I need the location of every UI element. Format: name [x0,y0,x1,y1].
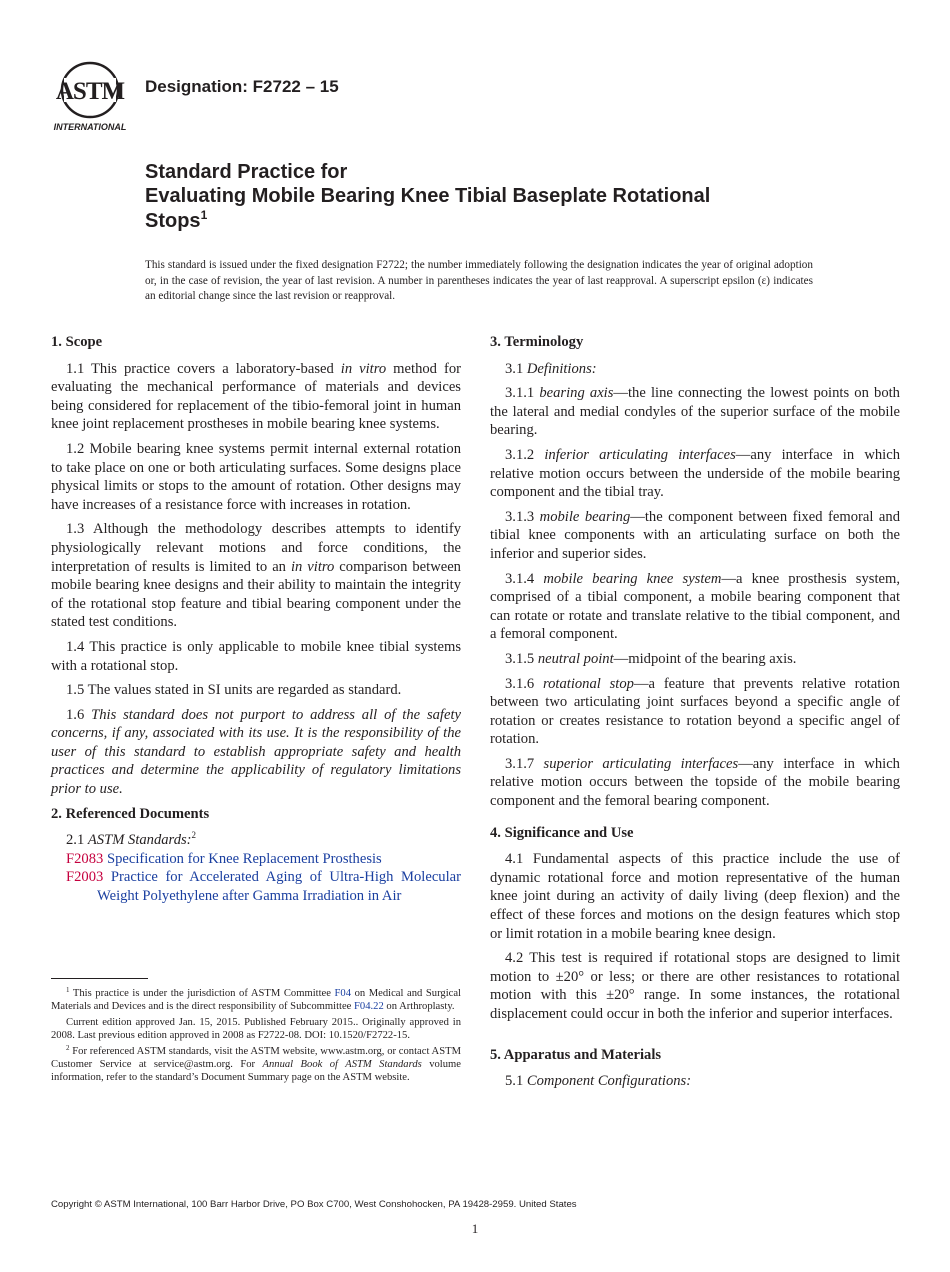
def-num: 3.1.3 [505,508,540,525]
title-line-3 [145,209,905,234]
astm-logo-mark [50,60,134,132]
def-3-1-5 [490,650,900,669]
referenced-2-1 [51,831,461,850]
scope-1-1-em: in vitro [340,360,387,377]
referenced-2-1-sup: 2 [191,830,197,841]
title-line-1: Standard Practice for [145,161,348,183]
footnote-1-link-f0422[interactable]: F04.22 [354,1001,384,1013]
ref-f2083[interactable] [66,850,461,869]
def-text: —a feature that prevents relative rotation between two articulating joint surfaces beyond a specific angle of rotation or creates resistance to rotation beyond a specific angel of rotation. [490,675,900,748]
def-term: superior articulating interfaces [543,755,739,772]
def-num: 3.1.6 [505,675,543,692]
significance-heading: 4. Significance and Use [490,824,634,841]
def-num: 3.1.5 [505,650,538,667]
apparatus-5-1-em: Component Configurations: [526,1073,692,1090]
def-3-1-6 [490,675,900,749]
ref-f2083-code[interactable]: F2083 [66,850,104,867]
terminology-3-1 [490,360,900,379]
def-term: bearing axis [539,385,614,402]
def-num: 3.1.2 [505,446,545,463]
copyright: Copyright © ASTM International, 100 Barr Harbor Drive, PO Box C700, West Conshohocken, PA 19428-2959. United States [51,1199,577,1210]
section-gap [490,817,900,824]
title-line-2: Evaluating Mobile Bearing Knee Tibial Baseplate Rotational [145,185,711,207]
scope-1-1 [51,360,461,434]
def-term: mobile bearing [539,508,631,525]
scope-1-6-num: 1.6 [66,706,92,723]
significance-4-2: 4.2 This test is required if rotational stops are designed to limit motion to ±20° or less; or there are other resistances to rotational motion with this ±20° range. In some instances, the rotational displacement could occur in both the inferior and superior interfaces. [490,950,900,1022]
footnotes [51,987,461,1087]
def-3-1-2 [490,446,900,502]
referenced-heading: 2. Referenced Documents [51,805,210,822]
apparatus-5-1 [490,1072,900,1091]
title-line-3-text: Stops [145,210,201,232]
def-text: —the line connecting the lowest points on both the lateral and medial condyles of the superior surface of the mobile bearing. [490,385,900,439]
def-3-1-3 [490,508,900,564]
standard-notice: This standard is issued under the fixed designation F2722; the number immediately following the designation indicates the year of original adoption or, in the case of revision, the year of last revision. A number in parentheses indicates the year of last reapproval. A superscript epsilon (ε) indicates an editorial change since the last revision or reapproval. [145,259,813,302]
scope-1-3-text-b: comparison between mobile bearing knee designs and their ability to maintain the integrity of the rotational stop feature and tibial bearing component under the stated test conditions. [51,558,461,631]
ref-f2083-title[interactable]: Specification for Knee Replacement Prosthesis [106,850,382,867]
footnote-2-text-b: volume information, refer to the standard’s Document Summary page on the ASTM website. [51,1059,461,1084]
def-num: 3.1.4 [505,570,544,587]
terminology-heading: 3. Terminology [490,334,584,350]
scope-1-3-em: in vitro [290,558,335,575]
left-column [51,333,461,906]
footnote-1-link-f04[interactable]: F04 [334,988,351,999]
apparatus-5-1-num: 5.1 [505,1073,527,1090]
terminology-3-1-num: 3.1 [505,360,527,377]
scope-1-5: 1.5 The values stated in SI units are regarded as standard. [66,682,402,699]
scope-1-2: 1.2 Mobile bearing knee systems permit internal external rotation to take place on one or both articulating surfaces. Some designs place physical limits or stops to the amount of rotation. Other designs may have increases of a resistance force with increases in rotation. [51,440,461,513]
footnote-1-text-c: on Arthroplasty. [383,1001,455,1013]
footnote-2 [51,1045,461,1085]
footnote-1-text-b: on Medical and Surgical Materials and Devices and is the direct responsibility of Subcommittee [51,988,461,1013]
def-num: 3.1.1 [505,385,540,402]
ref-f2003-title[interactable]: Practice for Accelerated Aging of Ultra-High Molecular Weight Polyethylene after Gamma Irradiation in Air [97,869,462,905]
footnote-edition: Current edition approved Jan. 15, 2015. Published February 2015.. Originally approved in 2008. Last previous edition approved in 2008 as F2722-08. DOI: 10.1520/F2722-15. [51,1016,461,1042]
footnote-1-text-a: This practice is under the jurisdiction of ASTM Committee [69,988,335,999]
referenced-2-1-num: 2.1 [66,832,88,849]
footnote-1 [51,987,461,1014]
ref-f2003[interactable] [66,868,461,905]
footnote-1-mark: 1 [66,986,70,994]
title-footnote-mark: 1 [200,208,208,222]
logo-top-text: ASTM [55,78,125,105]
astm-logo [50,60,134,132]
def-text: —any interface in which relative motion occurs between the topside of the mobile bearing component and the femoral bearing component. [490,755,900,810]
scope-heading: 1. Scope [51,334,103,350]
scope-1-3 [51,520,461,632]
section-gap [490,1030,900,1046]
terminology-3-1-em: Definitions: [526,360,597,377]
scope-1-6-em: This standard does not purport to address all of the safety concerns, if any, associated with its use. It is the responsibility of the user of this standard to establish appropriate safety and health practices and determine the applicability of regulatory limitations prior to use. [51,706,461,798]
def-3-1-4 [490,570,900,644]
def-num: 3.1.7 [505,755,544,772]
apparatus-heading: 5. Apparatus and Materials [490,1046,662,1063]
def-text: —midpoint of the bearing axis. [613,650,797,667]
referenced-2-1-em: ASTM Standards: [87,832,192,849]
def-term: mobile bearing knee system [543,570,722,587]
ref-f2003-code[interactable]: F2003 [66,869,104,886]
def-term: rotational stop [542,675,634,692]
def-text: —a knee prosthesis system, comprised of a tibial component, a mobile bearing component that can rotate or rotate and translate relative to the tibial component, and a femoral component. [490,570,900,643]
right-column [490,333,900,1097]
def-term: inferior articulating interfaces [544,446,736,463]
logo-bottom-text: INTERNATIONAL [53,122,127,132]
footnote-2-text-a: For referenced ASTM standards, visit the ASTM website, www.astm.org, or contact ASTM Customer Service at service@astm.org. For [51,1045,461,1071]
def-3-1-7 [490,755,900,811]
page-number: 1 [471,1221,479,1236]
footnote-divider [51,978,148,979]
scope-1-4: 1.4 This practice is only applicable to mobile knee tibial systems with a rotational stop. [51,638,461,674]
designation: Designation: F2722 – 15 [145,77,339,96]
title-block [145,160,905,234]
def-text: —any interface in which relative motion occurs between the underside of the mobile bearing component and the tibial tray. [490,446,900,501]
scope-1-3-text-a: 1.3 Although the methodology describes attempts to identify physiologically relevant motions and force conditions, the interpretation of results is limited to an [51,521,461,575]
def-3-1-1 [490,384,900,440]
scope-1-6 [51,706,461,799]
footnote-2-mark: 2 [66,1043,70,1052]
def-text: —the component between fixed femoral and tibial knee components with an articulating surface on both the inferior and superior sides. [490,508,900,562]
def-term: neutral point [537,650,614,667]
significance-4-1: 4.1 Fundamental aspects of this practice include the use of dynamic rotational force and motion representative of the human knee joint during an activity of daily living (deep flexion) and the effect of these forces and motions on the design features which stop or limit rotation in a mobile bearing knee design. [490,851,900,942]
footnote-2-em: Annual Book of ASTM Standards [262,1059,422,1071]
scope-1-1-text-a: 1.1 This practice covers a laboratory-based [66,360,341,377]
scope-1-1-text-b: method for evaluating the mechanical performance of materials and devices being considered for replacement of the tibio-femoral joint in human knee joint replacement prostheses in mobile bearing knee systems. [51,360,461,433]
